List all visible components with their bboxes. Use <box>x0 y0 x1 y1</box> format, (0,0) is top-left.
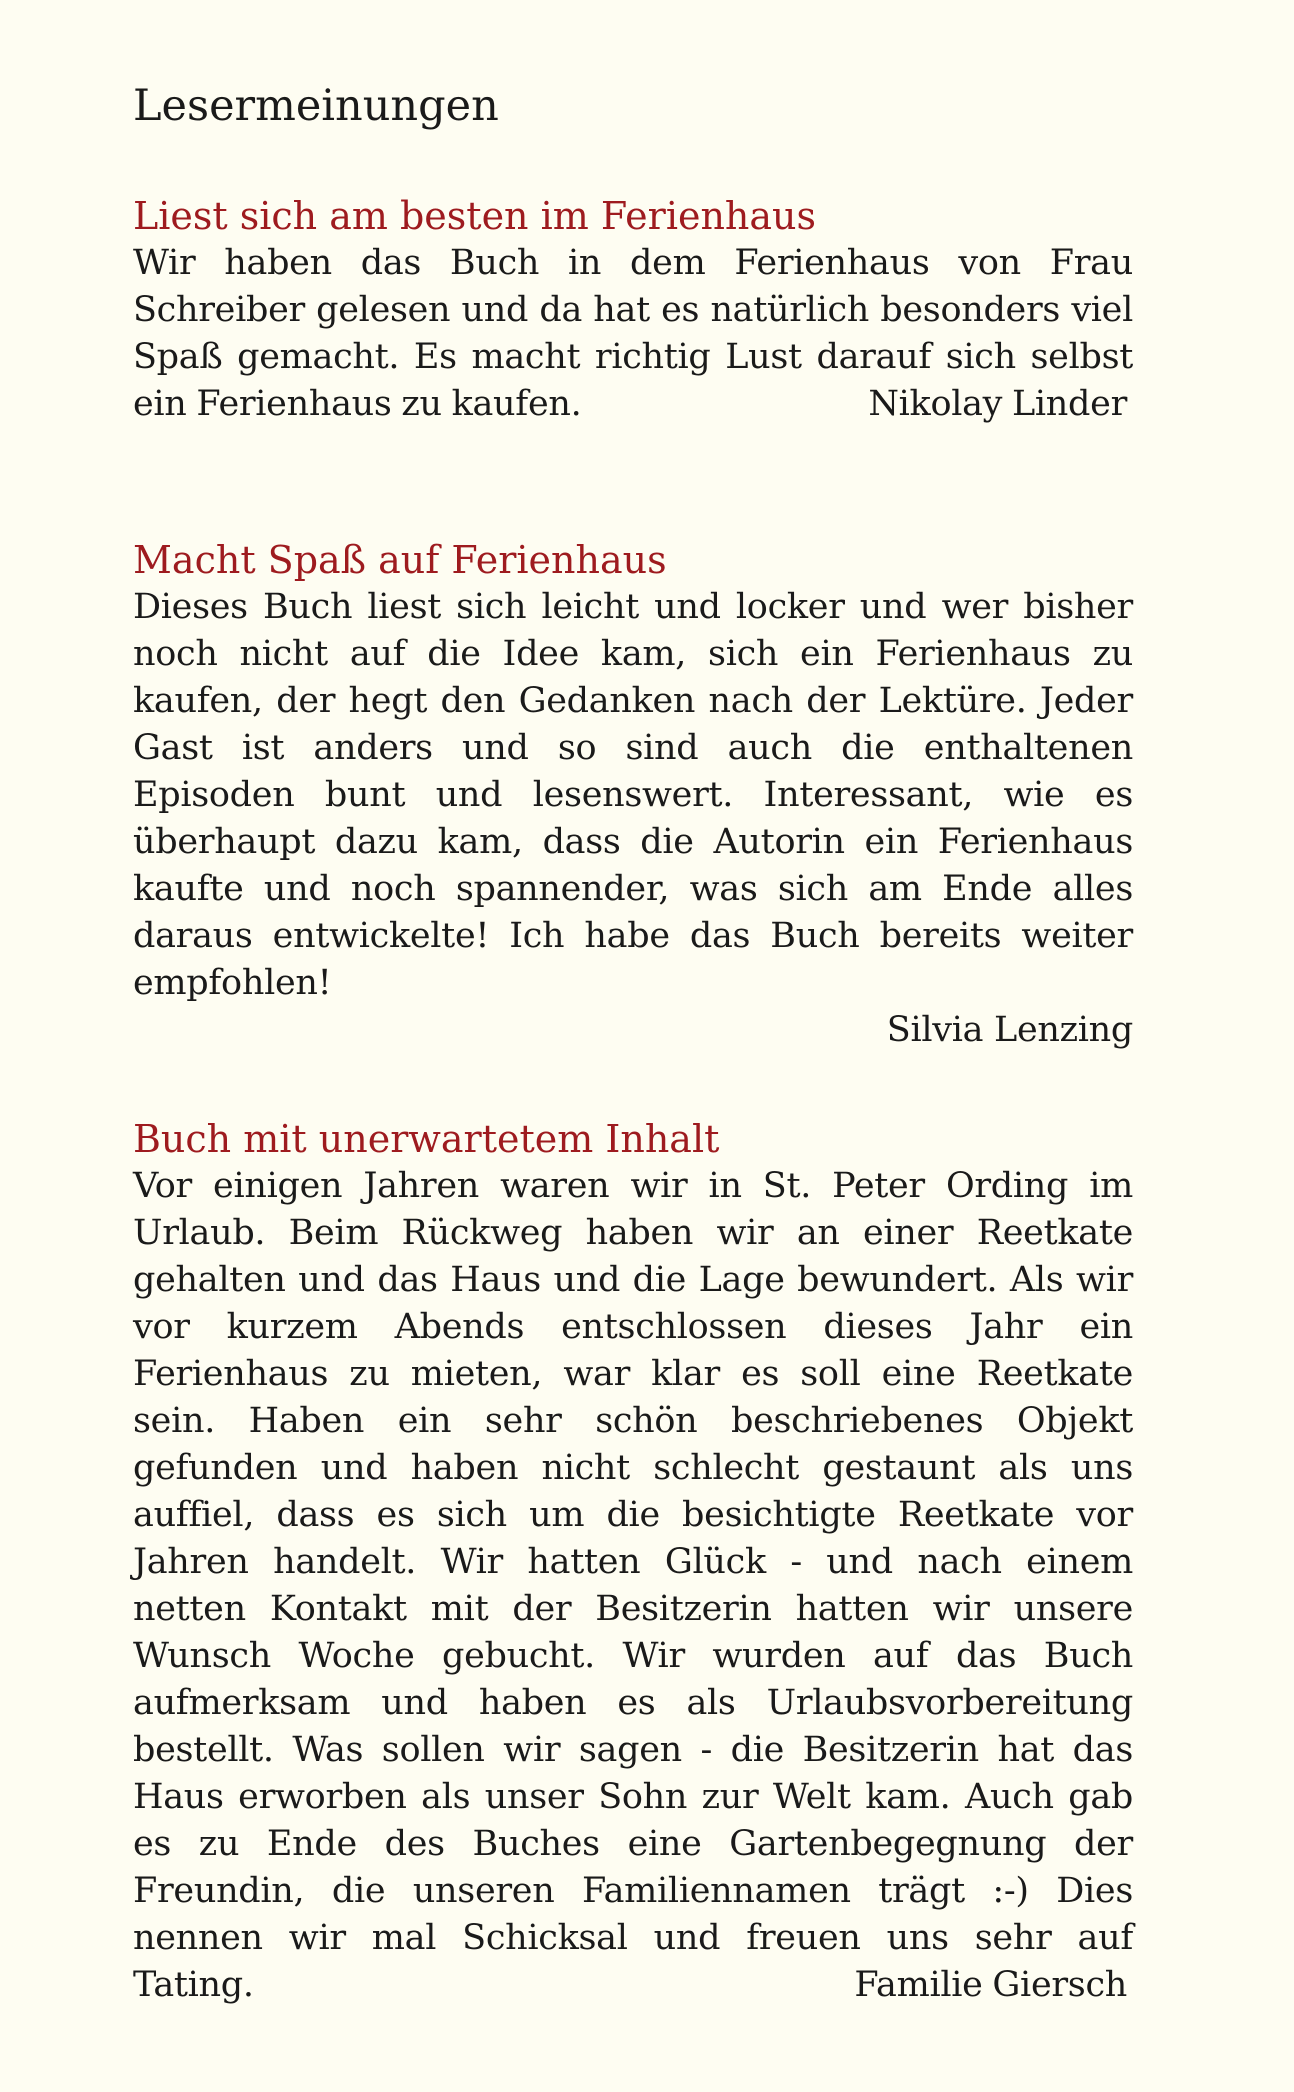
page-heading: Lesermeinungen <box>133 81 499 131</box>
review-1 <box>133 193 1133 428</box>
review-2 <box>133 537 1133 1054</box>
review-text-content: Vor einigen Jahren waren wir in St. Peter Ording im Urlaub. Beim Rückweg haben wir an einer Reetkate gehalten und das Haus und die Lage bewundert. Als wir vor kurzem Abends entschlossen dieses Jahr ein Ferienhaus zu mieten, war klar es soll eine Reetkate sein. Haben ein sehr schön beschriebenes Objekt gefunden und haben nicht schlecht gestaunt als uns auffiel, dass es sich um die besichtigte Reetkate vor Jahren handelt. Wir hatten Glück - und nach einem netten Kontakt mit der Besitzerin hatten wir unsere Wunsch Woche gebucht. Wir wurden auf das Buch aufmerksam und haben es als Urlaubsvorbereitung bestellt. Was sollen wir sagen - die Besitzerin hat das Haus erworben als unser Sohn zur Welt kam. Auch gab es zu Ende des Buches eine Gartenbegegnung der Freundin, die unseren Familiennamen trägt :-) Dies nennen wir mal Schicksal und freuen uns sehr auf Tating. <box>133 1166 1133 2005</box>
review-text-content: Wir haben das Buch in dem Ferienhaus von Frau Schreiber gelesen und da hat es natürlich besonders viel Spaß gemacht. Es macht richtig Lust darauf sich selbst ein Ferienhaus zu kaufen. <box>133 243 1133 424</box>
review-title: Buch mit unerwartetem Inhalt <box>133 1117 720 1161</box>
review-text: Dieses Buch liest sich leicht und locker und wer bisher noch nicht auf die Idee kam, sich ein Ferienhaus zu kaufen, der hegt den Gedanken nach der Lektüre. Jeder Gast ist anders und so sind auch die enthaltenen Episoden bunt und lesenswert. Interessant, wie es überhaupt dazu kam, dass die Autorin ein Ferienhaus kaufte und noch spannender, was sich am Ende alles daraus entwickelte! Ich habe das Buch bereits weiter empfohlen! <box>133 587 1133 1003</box>
review-author: Silvia Lenzing <box>886 1010 1133 1050</box>
review-3 <box>133 1116 1133 2009</box>
review-text <box>133 1163 1133 2009</box>
review-title: Macht Spaß auf Ferienhaus <box>133 538 667 582</box>
review-text <box>133 240 1133 428</box>
review-title: Liest sich am besten im Ferienhaus <box>133 194 817 238</box>
review-author: Familie Giersch <box>854 1965 1127 2005</box>
review-author: Nikolay Linder <box>868 384 1127 424</box>
